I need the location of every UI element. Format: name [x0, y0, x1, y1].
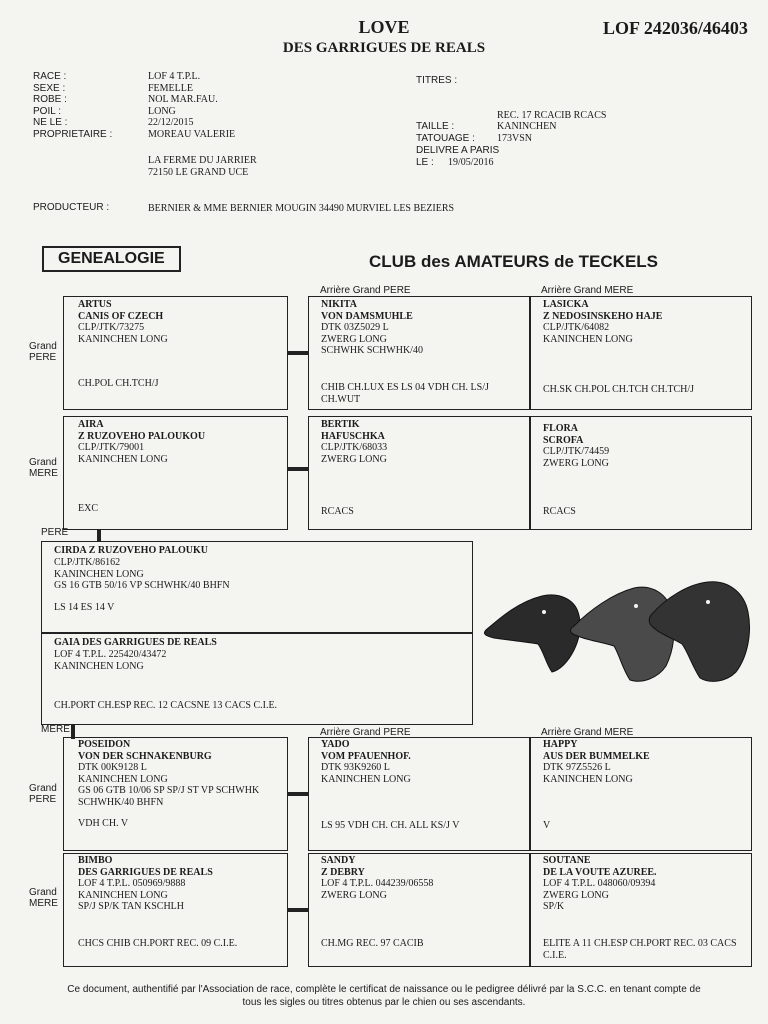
label-poil: POIL : — [33, 105, 61, 117]
dog-titles: CH.PORT CH.ESP REC. 12 CACSNE 13 CACS C.I.E. — [54, 700, 278, 711]
card-grand-mere-maternal — [63, 853, 288, 967]
titres-value: REC. 17 RCACIB RCACS — [497, 110, 607, 121]
dog-name-line1: BIMBO — [78, 855, 113, 866]
dog-name-line2: HAFUSCHKA — [321, 430, 385, 442]
side-label-pere: PERE — [41, 527, 69, 538]
card-agp-3 — [308, 737, 530, 851]
dog-name-line1: FLORA — [543, 423, 578, 434]
dog-type: ZWERG LONG — [543, 889, 609, 901]
dog-name: LOVE — [358, 17, 410, 37]
club-name: CLUB des AMATEURS de TECKELS — [369, 252, 659, 271]
taille-label: TAILLE : — [416, 121, 455, 132]
dog-reg: LOF 4 T.P.L. 050969/9888 — [78, 878, 186, 889]
connector — [288, 467, 308, 471]
value-poil: LONG — [148, 105, 176, 117]
card-grand-mere-paternal — [63, 416, 288, 530]
dog-reg: CLP/JTK/86162 — [54, 557, 121, 568]
dog-reg: LOF 4 T.P.L. 048060/09394 — [543, 878, 656, 889]
dog-name-line2: AUS DER BUMMELKE — [543, 750, 650, 762]
col-header-agp-bottom: Arrière Grand PERE — [320, 727, 411, 738]
dog-name-line1: CIRDA Z RUZOVEHO PALOUKU — [54, 545, 208, 556]
dog-name-line1: YADO — [321, 739, 350, 750]
dog-name-line2: VON DAMSMUHLE — [321, 310, 413, 322]
value-birthdate: 22/12/2015 — [148, 117, 194, 129]
dog-name-line2: DES GARRIGUES DE REALS — [78, 866, 213, 878]
dog-titles: V — [543, 820, 551, 831]
dog-extra: SP/J SP/K TAN KSCHLH — [78, 901, 184, 912]
label-ne-le: NE LE : — [33, 117, 68, 129]
dog-name-line1: SANDY — [321, 855, 356, 866]
side-pere: PERE — [29, 352, 57, 363]
dog-name-line1: LASICKA — [543, 299, 589, 310]
dog-extra: GS 16 GTB 50/16 VP SCHWHK/40 BHFN — [54, 580, 230, 591]
dog-reg: LOF 4 T.P.L. 044239/06558 — [321, 878, 434, 889]
card-grand-pere-paternal — [63, 296, 288, 410]
dog-eye — [542, 610, 546, 614]
side-grand: Grand — [29, 887, 57, 898]
side-mere: MERE — [29, 898, 58, 909]
dog-name-line1: AIRA — [78, 419, 104, 430]
dog-extra: SCHWHK SCHWHK/40 — [321, 345, 423, 356]
dog-titles: CH.POL CH.TCH/J — [78, 378, 159, 389]
dog-reg: DTK 93K9260 L — [321, 762, 390, 773]
producteur-value: BERNIER & MME BERNIER MOUGIN 34490 MURVIEL LES BEZIERS — [148, 203, 455, 214]
dog-type: KANINCHEN LONG — [78, 453, 168, 465]
dog-type: ZWERG LONG — [321, 889, 387, 901]
dog-head-middle — [571, 587, 674, 681]
dog-titles: LS 14 ES 14 V — [54, 602, 115, 613]
card-sire — [41, 541, 473, 633]
dog-type: ZWERG LONG — [321, 453, 387, 465]
card-agp-2 — [308, 416, 530, 530]
label-race: RACE : — [33, 71, 67, 82]
owner-address-line1: LA FERME DU JARRIER — [148, 155, 257, 166]
tatouage-value: 173VSN — [497, 133, 533, 144]
card-agm-3 — [530, 737, 752, 851]
dog-titles: EXC — [78, 503, 98, 514]
footer-line1: Ce document, authentifié par l'Association de race, complète le certificat de naissance ou le pedigree délivré par la S.C.C. en tenant compte de — [67, 984, 701, 995]
card-agp-4 — [308, 853, 530, 967]
dog-name-line1: NIKITA — [321, 299, 357, 310]
card-agm-1 — [530, 296, 752, 410]
dog-reg: CLP/JTK/68033 — [321, 442, 388, 453]
connector — [288, 792, 308, 796]
dog-type: KANINCHEN LONG — [54, 568, 144, 580]
side-label-grand-mere-1 — [29, 457, 58, 479]
dog-type: KANINCHEN LONG — [321, 773, 411, 785]
label-proprietaire: PROPRIETAIRE : — [33, 128, 113, 140]
col-header-agm-top: Arrière Grand MERE — [541, 285, 634, 296]
le-value: 19/05/2016 — [448, 157, 494, 168]
col-header-agm-bottom: Arrière Grand MERE — [541, 727, 634, 738]
card-agm-4 — [530, 853, 752, 967]
connector — [288, 908, 308, 912]
footer-note — [0, 983, 768, 1009]
dog-reg: CLP/JTK/79001 — [78, 442, 145, 453]
value-sexe: FEMELLE — [148, 82, 193, 94]
dog-head-left — [484, 595, 580, 672]
value-owner: MOREAU VALERIE — [148, 128, 236, 140]
footer-line2: tous les sigles ou titres obtenus par le chien ou ses ascendants. — [242, 997, 526, 1008]
side-grand: Grand — [29, 457, 57, 468]
label-sexe: SEXE : — [33, 82, 66, 94]
dog-type: ZWERG LONG — [543, 457, 609, 469]
dog-titles: CHIB CH.LUX ES LS 04 VDH CH. LS/J CH.WUT — [321, 382, 489, 405]
connector — [288, 351, 308, 355]
dog-reg: LOF 4 T.P.L. 225420/43472 — [54, 649, 167, 660]
titres-label: TITRES : — [416, 75, 458, 86]
value-race: LOF 4 T.P.L. — [148, 71, 201, 82]
owner-address — [148, 155, 257, 178]
dog-type: KANINCHEN LONG — [78, 889, 168, 901]
dog-reg: CLP/JTK/73275 — [78, 322, 145, 333]
side-label-grand-pere-2 — [29, 783, 57, 805]
dog-name-line1: HAPPY — [543, 739, 578, 750]
dog-name-line2: Z NEDOSINSKEHO HAJE — [543, 310, 663, 322]
dachshund-heads-illustration — [482, 574, 752, 686]
card-grand-pere-maternal — [63, 737, 288, 851]
dog-extra: GS 06 GTB 10/06 SP SP/J ST VP SCHWHK — [78, 785, 260, 796]
card-dam — [41, 633, 473, 725]
identity-values — [148, 71, 235, 141]
side-mere: MERE — [29, 468, 58, 479]
tatouage-label: TATOUAGE : — [416, 133, 475, 144]
le-label: LE : — [416, 157, 434, 168]
dog-name-line1: ARTUS — [78, 299, 112, 310]
dog-titles: CHCS CHIB CH.PORT REC. 09 C.I.E. — [78, 938, 238, 949]
side-pere: PERE — [29, 794, 57, 805]
dog-titles: LS 95 VDH CH. CH. ALL KS/J V — [321, 820, 460, 831]
card-agm-2 — [530, 416, 752, 530]
dog-reg: DTK 00K9128 L — [78, 762, 147, 773]
dog-type: KANINCHEN LONG — [78, 773, 168, 785]
dog-titles: ELITE A 11 CH.ESP CH.PORT REC. 03 CACS — [543, 938, 737, 949]
dog-reg: CLP/JTK/64082 — [543, 322, 610, 333]
dog-type: KANINCHEN LONG — [78, 333, 168, 345]
dog-name-line2: VOM PFAUENHOF. — [321, 750, 411, 762]
dog-eye — [634, 604, 638, 608]
side-grand: Grand — [29, 341, 57, 352]
dog-name-line1: SOUTANE — [543, 855, 591, 866]
lof-number: LOF 242036/46403 — [603, 18, 748, 38]
dog-titles: RCACS — [321, 506, 354, 517]
dog-name-line1: GAIA DES GARRIGUES DE REALS — [54, 637, 217, 648]
dog-titles: RCACS — [543, 506, 576, 517]
side-grand: Grand — [29, 783, 57, 794]
label-robe: ROBE : — [33, 94, 67, 106]
producteur-label: PRODUCTEUR : — [33, 202, 110, 213]
dog-name-line2: VON DER SCHNAKENBURG — [78, 750, 212, 762]
dog-name-line2: CANIS OF CZECH — [78, 310, 164, 322]
dog-reg: CLP/JTK/74459 — [543, 446, 610, 457]
dog-type: ZWERG LONG — [321, 333, 387, 345]
dog-type: KANINCHEN LONG — [543, 333, 633, 345]
col-header-agp-top: Arrière Grand PERE — [320, 285, 411, 296]
taille-value: KANINCHEN — [497, 121, 557, 132]
dog-name-line2: Z RUZOVEHO PALOUKOU — [78, 430, 206, 442]
owner-address-line2: 72150 LE GRAND UCE — [148, 166, 249, 178]
dog-extra: SP/K — [543, 901, 565, 912]
identity-labels — [33, 71, 112, 141]
dog-kennel-name: DES GARRIGUES DE REALS — [282, 40, 486, 56]
dog-eye — [706, 600, 710, 604]
card-agp-1 — [308, 296, 530, 410]
dog-titles: C.I.E. — [543, 950, 567, 961]
dog-name-line2: DE LA VOUTE AZUREE. — [543, 866, 657, 878]
dog-reg: DTK 97Z5526 L — [543, 762, 611, 773]
side-label-grand-mere-2 — [29, 887, 58, 909]
dog-type: KANINCHEN LONG — [543, 773, 633, 785]
dog-titles: CH.SK CH.POL CH.TCH CH.TCH/J — [543, 384, 695, 395]
value-robe: NOL MAR.FAU. — [148, 94, 218, 106]
delivre-label: DELIVRE A PARIS — [416, 145, 500, 156]
side-label-mere: MERE — [41, 724, 70, 735]
dog-type: KANINCHEN LONG — [54, 660, 144, 672]
dog-name-line1: POSEIDON — [78, 739, 131, 750]
side-label-grand-pere-1 — [29, 341, 57, 363]
connector — [97, 529, 101, 541]
dog-name-line2: SCROFA — [543, 434, 584, 446]
dog-titles: VDH CH. V — [78, 818, 129, 829]
dog-extra: SCHWHK/40 BHFN — [78, 796, 164, 808]
dog-name-line2: Z DEBRY — [321, 866, 365, 878]
dog-reg: DTK 03Z5029 L — [321, 322, 389, 333]
dog-name-line1: BERTIK — [321, 419, 360, 430]
genealogie-heading: GENEALOGIE — [42, 246, 181, 272]
dog-titles: CH.MG REC. 97 CACIB — [321, 938, 424, 949]
